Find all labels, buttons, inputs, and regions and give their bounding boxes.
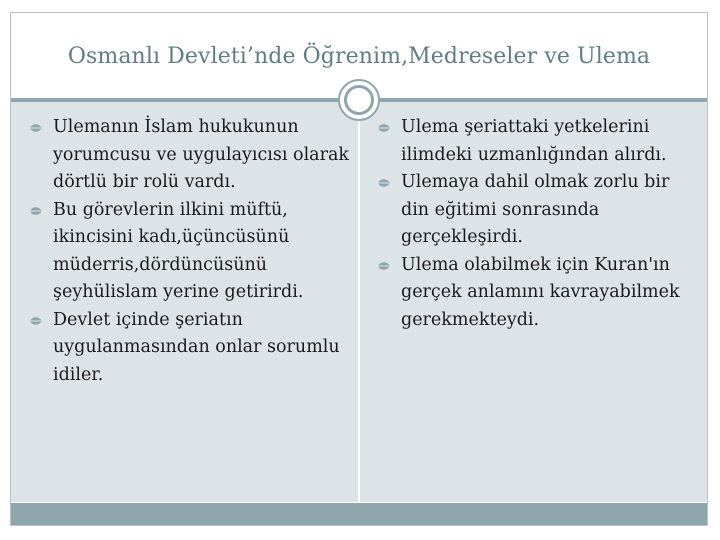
right-bullet-list: [371, 114, 696, 334]
leaf-bullet-icon: [377, 178, 391, 188]
footer-bar: [11, 503, 707, 525]
right-bullet-item-1: [371, 114, 696, 169]
column-divider: [358, 120, 360, 502]
left-bullet-item-3: [23, 307, 353, 390]
left-bullet-item-1: [23, 114, 353, 197]
left-bullet-list: [23, 114, 353, 389]
right-bullet-text-1: Ulema şeriattaki yetkelerini ilimdeki uzmanlığından alırdı.: [401, 117, 667, 165]
right-bullet-item-3: [371, 252, 696, 335]
inner-ring: [344, 85, 374, 115]
left-column: [23, 114, 353, 389]
left-bullet-item-2: [23, 197, 353, 307]
leaf-bullet-icon: [29, 206, 43, 216]
slide-title: Osmanlı Devleti’nde Öğrenim,Medreseler ve Ulema: [67, 44, 651, 69]
left-bullet-text-3: Devlet içinde şeriatın uygulanmasından onlar sorumlu idiler.: [53, 309, 340, 385]
right-column: [371, 114, 696, 334]
leaf-bullet-icon: [29, 123, 43, 133]
left-bullet-text-2: Bu görevlerin ilkini müftü, ikincisini kadı,üçüncüsünü müderris,dördüncüsünü şeyhülislam yerine getirirdi.: [53, 199, 304, 302]
leaf-bullet-icon: [377, 261, 391, 271]
leaf-bullet-icon: [29, 316, 43, 326]
right-bullet-text-3: Ulema olabilmek için Kuran'ın gerçek anlamını kavrayabilmek gerekmekteydi.: [401, 254, 680, 330]
right-bullet-item-2: [371, 169, 696, 252]
right-bullet-text-2: Ulemaya dahil olmak zorlu bir din eğitimi sonrasında gerçekleşirdi.: [401, 172, 670, 247]
leaf-bullet-icon: [377, 123, 391, 133]
left-bullet-text-1: Ulemanın İslam hukukunun yorumcusu ve uygulayıcısı olarak dörtlü bir rolü vardı.: [53, 117, 349, 192]
